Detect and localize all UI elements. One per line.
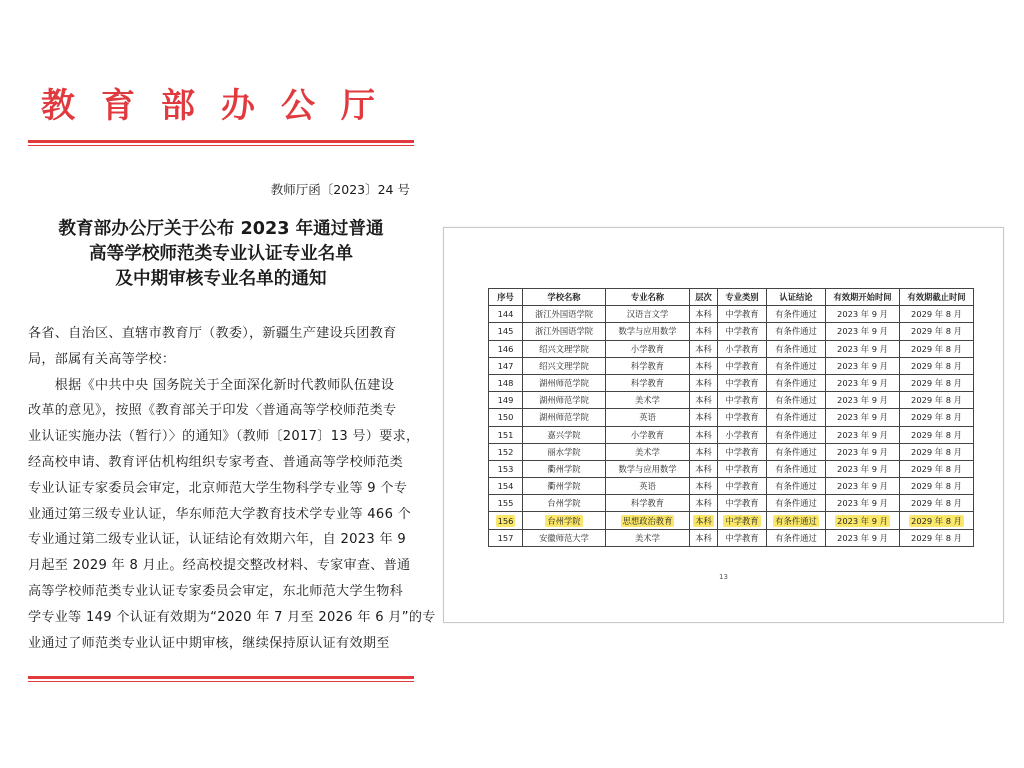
cell-text: 155 — [497, 498, 514, 509]
cell-text: 本科 — [695, 532, 712, 543]
table-row — [489, 357, 974, 374]
cell-text: 157 — [497, 532, 514, 543]
cell-text: 中学教育 — [725, 412, 759, 423]
table-cell — [900, 529, 974, 546]
table-cell — [767, 478, 826, 495]
table-cell — [606, 323, 690, 340]
cell-text: 2023 年 9 月 — [837, 412, 888, 423]
cell-text: 本科 — [695, 309, 712, 320]
cell-text: 中学教育 — [725, 378, 759, 389]
table-cell — [718, 478, 767, 495]
table-cell — [606, 460, 690, 477]
table-cell — [900, 357, 974, 374]
table-cell — [489, 443, 523, 460]
table-cell — [523, 512, 606, 529]
cell-text: 思想政治教育 — [622, 515, 673, 526]
table-header-row — [489, 289, 974, 306]
table-cell — [826, 392, 900, 409]
column-header: 有效期开始时间 — [826, 289, 900, 306]
table-cell — [718, 529, 767, 546]
table-page — [443, 227, 1004, 623]
cell-text: 丽水学院 — [547, 446, 581, 457]
cell-text: 本科 — [695, 481, 712, 492]
table-cell — [767, 306, 826, 323]
table-cell — [826, 512, 900, 529]
table-cell — [690, 512, 718, 529]
cell-text: 本科 — [695, 515, 712, 526]
column-header: 专业名称 — [606, 289, 690, 306]
cell-text: 中学教育 — [725, 515, 759, 526]
table-cell — [690, 478, 718, 495]
table-cell — [900, 443, 974, 460]
table-cell — [900, 460, 974, 477]
cell-text: 2029 年 8 月 — [911, 326, 962, 337]
table-cell — [900, 409, 974, 426]
table-row — [489, 529, 974, 546]
cell-text: 有条件通过 — [775, 429, 817, 440]
cell-text: 144 — [497, 309, 514, 320]
table-cell — [900, 340, 974, 357]
table-cell — [523, 374, 606, 391]
cell-text: 本科 — [695, 395, 712, 406]
column-header: 认证结论 — [767, 289, 826, 306]
table-cell — [523, 426, 606, 443]
table-cell — [900, 392, 974, 409]
table-cell — [606, 478, 690, 495]
table-cell — [690, 426, 718, 443]
cell-text: 151 — [497, 429, 514, 440]
cell-text: 中学教育 — [725, 309, 759, 320]
table-cell — [826, 443, 900, 460]
cell-text: 有条件通过 — [775, 498, 817, 509]
table-cell — [900, 512, 974, 529]
table-cell — [826, 460, 900, 477]
table-cell — [606, 443, 690, 460]
document-title — [28, 217, 414, 292]
table-row — [489, 374, 974, 391]
cell-text: 有条件通过 — [775, 343, 817, 354]
cell-text: 浙江外国语学院 — [534, 309, 594, 320]
table-cell — [489, 323, 523, 340]
cell-text: 2023 年 9 月 — [837, 498, 888, 509]
table-cell — [489, 512, 523, 529]
table-cell — [690, 374, 718, 391]
table-cell — [606, 495, 690, 512]
table-cell — [826, 374, 900, 391]
cell-text: 有条件通过 — [775, 360, 817, 371]
cell-text: 2029 年 8 月 — [911, 412, 962, 423]
table-cell — [826, 426, 900, 443]
table-cell — [606, 426, 690, 443]
column-header: 层次 — [690, 289, 718, 306]
column-header: 专业类别 — [718, 289, 767, 306]
cell-text: 衢州学院 — [547, 481, 581, 492]
cell-text: 小学教育 — [725, 429, 759, 440]
table-cell — [718, 357, 767, 374]
cell-text: 2029 年 8 月 — [911, 343, 962, 354]
cell-text: 154 — [497, 481, 514, 492]
body-line: 业认证实施办法（暂行）〉的通知》（教师〔2017〕13 号）要求， — [28, 429, 420, 445]
cell-text: 台州学院 — [547, 498, 581, 509]
cell-text: 2023 年 9 月 — [837, 463, 888, 474]
table-cell — [606, 529, 690, 546]
body-line: 专业认证专家委员会审定，北京师范大学生物科学专业等 9 个专 — [28, 480, 408, 496]
cell-text: 147 — [497, 360, 514, 371]
cell-text: 本科 — [695, 378, 712, 389]
body-line: 学专业等 149 个认证有效期为“2020 年 7 月至 2026 年 6 月”的专 — [28, 609, 436, 625]
cell-text: 149 — [497, 395, 514, 406]
cell-text: 英语 — [639, 412, 656, 423]
table-cell — [826, 409, 900, 426]
cell-text: 绍兴文理学院 — [539, 360, 589, 371]
table-cell — [690, 340, 718, 357]
cell-text: 156 — [497, 515, 514, 526]
cell-text: 2029 年 8 月 — [911, 532, 962, 543]
table-cell — [767, 374, 826, 391]
table-cell — [826, 306, 900, 323]
cell-text: 中学教育 — [725, 532, 759, 543]
table-cell — [606, 512, 690, 529]
cell-text: 科学教育 — [630, 378, 665, 389]
table-cell — [690, 460, 718, 477]
body-line: 改革的意见》，按照《教育部关于印发〈普通高等学校师范类专 — [28, 403, 397, 419]
table-cell — [718, 460, 767, 477]
table-row — [489, 478, 974, 495]
column-header: 学校名称 — [523, 289, 606, 306]
body-line: 业通过第三级专业认证，华东师范大学教育技术学专业等 466 个 — [28, 506, 412, 522]
cell-text: 小学教育 — [630, 429, 665, 440]
table-cell — [523, 409, 606, 426]
table-cell — [606, 374, 690, 391]
cell-text: 本科 — [695, 446, 712, 457]
footer-rule-thick — [28, 676, 414, 679]
cell-text: 中学教育 — [725, 481, 759, 492]
document-body — [28, 321, 436, 656]
cell-text: 2023 年 9 月 — [837, 326, 888, 337]
body-line: 月起至 2029 年 8 月止。经高校提交整改材料、专家审查、普通 — [28, 558, 411, 574]
cell-text: 绍兴文理学院 — [539, 343, 589, 354]
body-line: 业通过了师范类专业认证中期审核，继续保持原认证有效期至 — [28, 635, 390, 651]
table-cell — [606, 392, 690, 409]
cell-text: 小学教育 — [725, 343, 759, 354]
table-cell — [690, 323, 718, 340]
table-cell — [767, 460, 826, 477]
table-cell — [718, 306, 767, 323]
body-line: 根据《中共中央 国务院关于全面深化新时代教师队伍建设 — [28, 377, 395, 393]
cell-text: 2023 年 9 月 — [837, 395, 888, 406]
table-cell — [826, 529, 900, 546]
table-cell — [489, 529, 523, 546]
cell-text: 2023 年 9 月 — [837, 378, 888, 389]
table-row — [489, 340, 974, 357]
cell-text: 150 — [497, 412, 514, 423]
cell-text: 152 — [497, 446, 514, 457]
cell-text: 2023 年 9 月 — [837, 481, 888, 492]
table-cell — [489, 495, 523, 512]
table-cell — [767, 323, 826, 340]
table-cell — [489, 460, 523, 477]
cell-text: 本科 — [695, 412, 712, 423]
table-cell — [690, 357, 718, 374]
table-cell — [718, 409, 767, 426]
cell-text: 有条件通过 — [775, 378, 817, 389]
cell-text: 2023 年 9 月 — [837, 446, 888, 457]
cell-text: 2029 年 8 月 — [911, 515, 962, 526]
table-cell — [767, 512, 826, 529]
cell-text: 台州学院 — [547, 515, 581, 526]
table-cell — [718, 323, 767, 340]
cell-text: 有条件通过 — [775, 463, 817, 474]
cell-text: 2023 年 9 月 — [837, 515, 888, 526]
table-cell — [523, 340, 606, 357]
table-cell — [767, 529, 826, 546]
table-cell — [718, 340, 767, 357]
table-cell — [718, 443, 767, 460]
cell-text: 湖州师范学院 — [539, 395, 589, 406]
table-cell — [523, 323, 606, 340]
table-cell — [826, 323, 900, 340]
cell-text: 有条件通过 — [775, 395, 817, 406]
cell-text: 有条件通过 — [775, 532, 817, 543]
cell-text: 中学教育 — [725, 360, 759, 371]
column-header: 序号 — [489, 289, 523, 306]
table-cell — [767, 495, 826, 512]
title-line: 及中期审核专业名单的通知 — [115, 269, 327, 289]
cell-text: 2029 年 8 月 — [911, 360, 962, 371]
table-row-highlighted — [489, 512, 974, 529]
table-cell — [900, 323, 974, 340]
title-line: 教育部办公厅关于公布 2023 年通过普通 — [58, 219, 384, 239]
table-row — [489, 409, 974, 426]
body-line: 高等学校师范类专业认证专家委员会审定，东北师范大学生物科 — [28, 583, 404, 599]
cell-text: 2023 年 9 月 — [837, 532, 888, 543]
body-line: 各省、自治区、直辖市教育厅（教委），新疆生产建设兵团教育 — [28, 326, 397, 341]
cell-text: 2023 年 9 月 — [837, 360, 888, 371]
cell-text: 数学与应用数学 — [618, 326, 677, 337]
table-cell — [489, 306, 523, 323]
table-row — [489, 392, 974, 409]
masthead-rule-thin — [28, 145, 414, 146]
notice-document — [0, 0, 440, 768]
cell-text: 2023 年 9 月 — [837, 309, 888, 320]
cell-text: 有条件通过 — [775, 326, 817, 337]
table-cell — [690, 306, 718, 323]
cell-text: 146 — [497, 343, 514, 354]
cell-text: 汉语言文学 — [626, 309, 669, 320]
cell-text: 嘉兴学院 — [547, 429, 581, 440]
table-cell — [718, 426, 767, 443]
masthead: 教育部办公厅 — [41, 86, 401, 126]
cell-text: 英语 — [639, 481, 656, 492]
cell-text: 湖州师范学院 — [539, 378, 589, 389]
cell-text: 小学教育 — [630, 343, 665, 354]
cell-text: 本科 — [695, 326, 712, 337]
cell-text: 2029 年 8 月 — [911, 463, 962, 474]
table-cell — [489, 426, 523, 443]
table-cell — [523, 460, 606, 477]
cell-text: 148 — [497, 378, 514, 389]
table-cell — [826, 495, 900, 512]
table-cell — [489, 392, 523, 409]
cell-text: 2023 年 9 月 — [837, 429, 888, 440]
table-row — [489, 323, 974, 340]
table-cell — [523, 443, 606, 460]
cell-text: 中学教育 — [725, 395, 759, 406]
cell-text: 2029 年 8 月 — [911, 498, 962, 509]
cell-text: 145 — [497, 326, 514, 337]
cell-text: 2023 年 9 月 — [837, 343, 888, 354]
certification-table — [488, 288, 974, 547]
cell-text: 有条件通过 — [775, 481, 817, 492]
body-line: 经高校申请、教育评估机构组织专家考查、普通高等学校师范类 — [28, 454, 404, 470]
table-cell — [489, 340, 523, 357]
table-cell — [900, 495, 974, 512]
table-cell — [900, 478, 974, 495]
cell-text: 2029 年 8 月 — [911, 309, 962, 320]
cell-text: 浙江外国语学院 — [534, 326, 594, 337]
body-line: 专业通过第二级专业认证，认证结论有效期六年，自 2023 年 9 — [28, 532, 406, 548]
cell-text: 美术学 — [635, 532, 660, 543]
table-cell — [767, 426, 826, 443]
table-cell — [523, 392, 606, 409]
table-cell — [826, 340, 900, 357]
table-cell — [489, 357, 523, 374]
table-cell — [826, 357, 900, 374]
cell-text: 科学教育 — [630, 360, 665, 371]
table-row — [489, 495, 974, 512]
cell-text: 美术学 — [635, 446, 660, 457]
table-cell — [767, 443, 826, 460]
table-cell — [767, 392, 826, 409]
cell-text: 本科 — [695, 429, 712, 440]
table-row — [489, 460, 974, 477]
table-row — [489, 306, 974, 323]
cell-text: 2029 年 8 月 — [911, 481, 962, 492]
table-cell — [826, 478, 900, 495]
table-cell — [900, 426, 974, 443]
cell-text: 中学教育 — [725, 446, 759, 457]
cell-text: 本科 — [695, 463, 712, 474]
table-cell — [523, 306, 606, 323]
table-cell — [606, 409, 690, 426]
footer-rule-thin — [28, 681, 414, 682]
table-cell — [606, 306, 690, 323]
cell-text: 本科 — [695, 498, 712, 509]
table-row — [489, 426, 974, 443]
table-cell — [900, 374, 974, 391]
table-cell — [523, 495, 606, 512]
table-cell — [489, 409, 523, 426]
cell-text: 湖州师范学院 — [539, 412, 589, 423]
cell-text: 有条件通过 — [775, 515, 817, 526]
table-cell — [767, 409, 826, 426]
table-cell — [606, 340, 690, 357]
cell-text: 2029 年 8 月 — [911, 446, 962, 457]
table-cell — [523, 478, 606, 495]
table-cell — [718, 495, 767, 512]
table-cell — [767, 357, 826, 374]
table-row — [489, 443, 974, 460]
cell-text: 有条件通过 — [775, 309, 817, 320]
table-cell — [690, 392, 718, 409]
table-cell — [690, 495, 718, 512]
table-cell — [690, 529, 718, 546]
cell-text: 2029 年 8 月 — [911, 429, 962, 440]
cell-text: 153 — [497, 463, 514, 474]
cell-text: 中学教育 — [725, 326, 759, 337]
table-cell — [718, 374, 767, 391]
table-cell — [900, 306, 974, 323]
cell-text: 有条件通过 — [775, 412, 817, 423]
table-cell — [718, 392, 767, 409]
cell-text: 中学教育 — [725, 498, 759, 509]
cell-text: 中学教育 — [725, 463, 759, 474]
cell-text: 2029 年 8 月 — [911, 395, 962, 406]
table-cell — [718, 512, 767, 529]
table-cell — [690, 443, 718, 460]
cell-text: 2029 年 8 月 — [911, 378, 962, 389]
cell-text: 数学与应用数学 — [618, 463, 677, 474]
cell-text: 本科 — [695, 360, 712, 371]
table-cell — [523, 357, 606, 374]
table-cell — [489, 374, 523, 391]
cell-text: 科学教育 — [630, 498, 665, 509]
table-cell — [767, 340, 826, 357]
cell-text: 有条件通过 — [775, 446, 817, 457]
page-number: 13 — [719, 573, 728, 581]
table-body — [489, 306, 974, 547]
cell-text: 衢州学院 — [547, 463, 581, 474]
title-line: 高等学校师范类专业认证专业名单 — [89, 244, 353, 264]
body-line: 局，部属有关高等学校： — [28, 351, 176, 367]
document-number: 教师厅函〔2023〕24 号 — [270, 182, 410, 197]
table-cell — [523, 529, 606, 546]
table-cell — [606, 357, 690, 374]
masthead-rule-thick — [28, 140, 414, 143]
cell-text: 安徽师范大学 — [539, 532, 589, 543]
cell-text: 美术学 — [635, 395, 660, 406]
table-cell — [489, 478, 523, 495]
table-cell — [690, 409, 718, 426]
cell-text: 本科 — [695, 343, 712, 354]
column-header: 有效期截止时间 — [900, 289, 974, 306]
